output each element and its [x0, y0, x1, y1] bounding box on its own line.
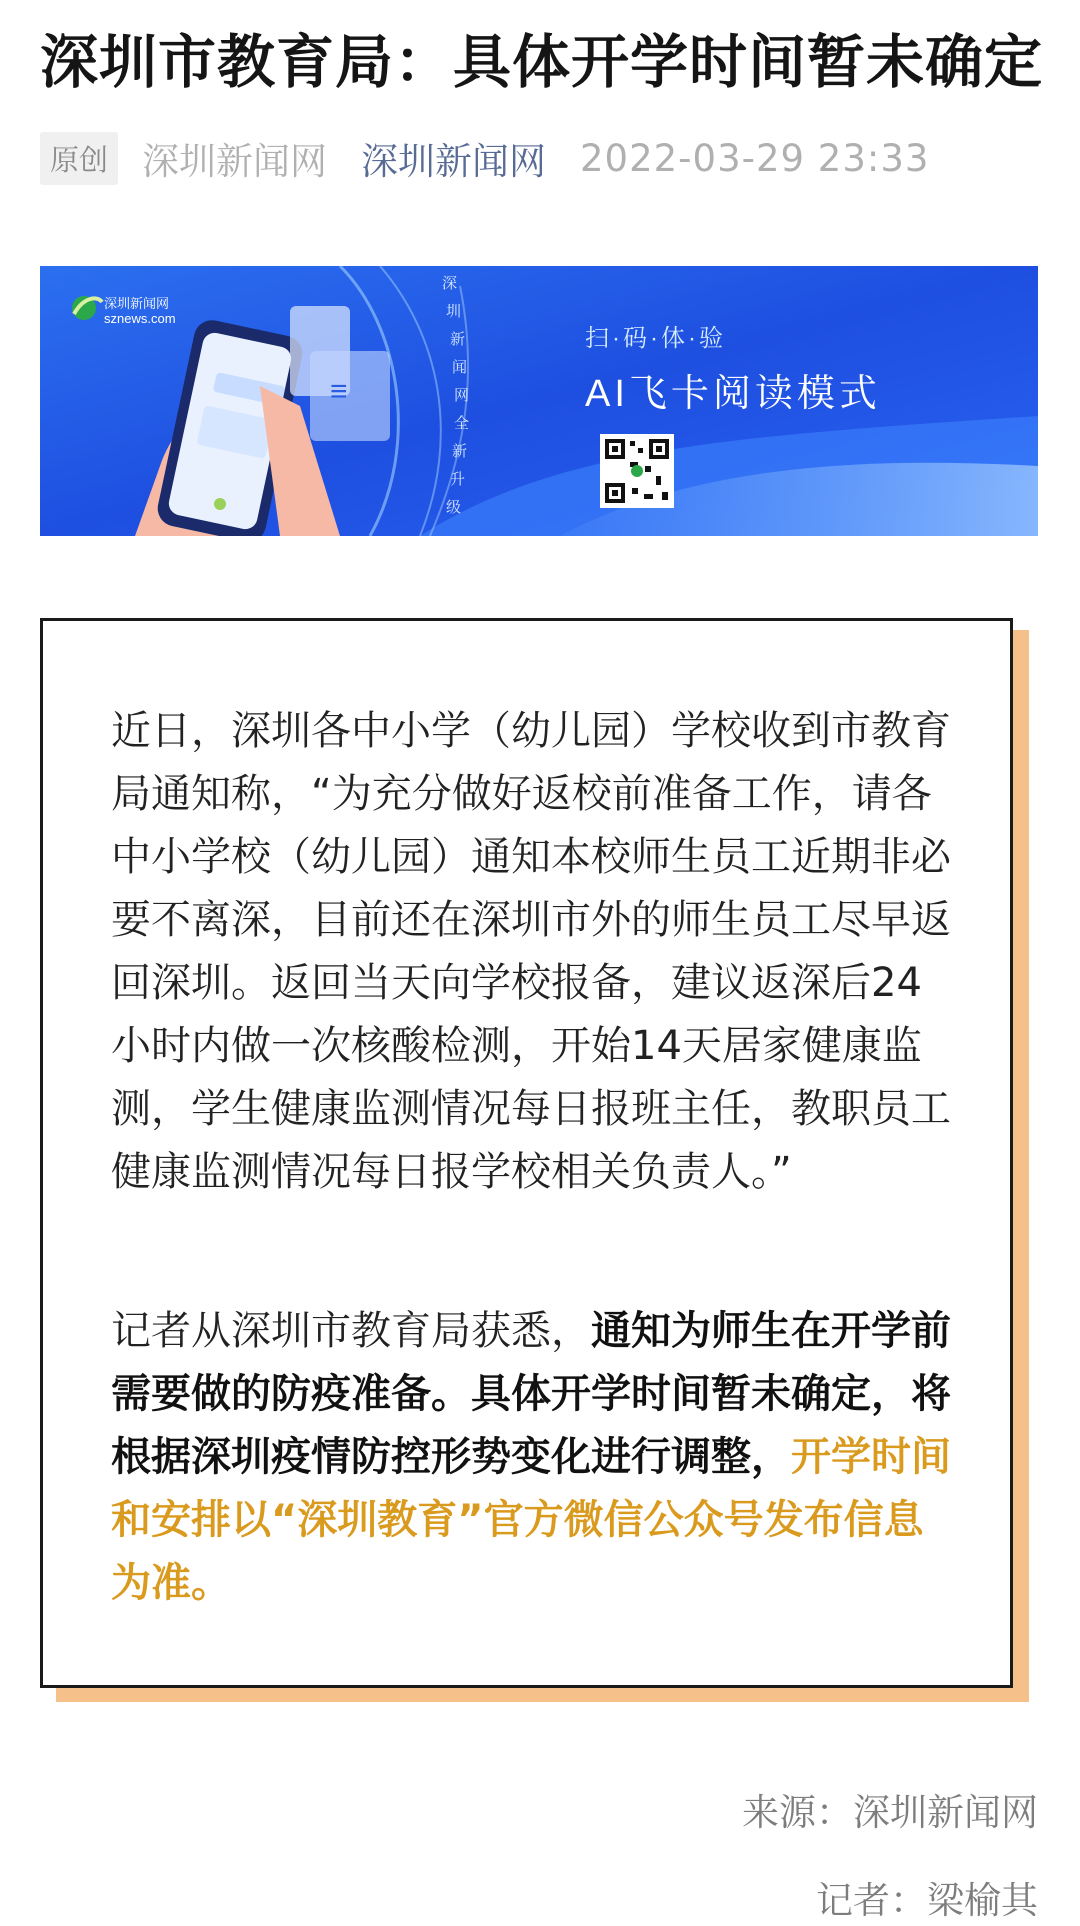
qr-code-icon: [600, 434, 674, 508]
footer-source: 来源：深圳新闻网: [742, 1791, 1038, 1834]
content-box: [40, 618, 1013, 1688]
banner-headline: AI飞卡阅读模式: [585, 373, 881, 415]
svg-text:新: 新: [450, 331, 466, 348]
publish-date: 2022-03-29 23:33: [580, 136, 930, 180]
footer-reporter: 记者：梁榆其: [816, 1879, 1038, 1922]
svg-text:圳: 圳: [446, 303, 462, 320]
original-badge: 原创: [40, 132, 118, 185]
svg-text:新: 新: [452, 443, 468, 460]
para2-bold: 通知为师生在开学前需要做的防疫准备。具体开学时间暂未确定，将根据深圳疫情防控形势变化进行调整，: [111, 1308, 951, 1480]
para2-highlight: 开学时间和安排以“深圳教育”官方微信公众号发布信息为准。: [111, 1434, 951, 1606]
scan-text: 扫·码·体·验: [585, 325, 726, 352]
svg-text:闻: 闻: [452, 359, 468, 376]
article-title: 深圳市教育局：具体开学时间暂未确定: [40, 28, 1044, 96]
paragraph-update: [111, 1300, 956, 1615]
account-link[interactable]: 深圳新闻网: [361, 140, 547, 183]
logo-en: sznews.com: [104, 311, 176, 326]
promo-banner[interactable]: [40, 266, 1038, 536]
logo-cn: 深圳新闻网: [104, 296, 170, 311]
para2-normal: 记者从深圳市教育局获悉，: [111, 1308, 591, 1354]
svg-text:全: 全: [454, 415, 470, 432]
article-meta: [40, 132, 929, 184]
source-name: 深圳新闻网: [142, 140, 328, 183]
svg-text:升: 升: [450, 471, 466, 488]
svg-text:深: 深: [442, 275, 458, 292]
svg-text:≡: ≡: [330, 375, 348, 408]
svg-text:级: 级: [446, 499, 462, 516]
paragraph-notice: 近日，深圳各中小学（幼儿园）学校收到市教育局通知称，“为充分做好返校前准备工作，请各中小学校（幼儿园）通知本校师生员工近期非必要不离深，目前还在深圳市外的师生员工尽早返回深圳。返回当天向学校报备，建议返深后24小时内做一次核酸检测，开始14天居家健康监测，学生健康监测情况每日报班主任，教职员工健康监测情况每日报学校相关负责人。”: [111, 708, 951, 1195]
svg-text:网: 网: [454, 387, 470, 404]
